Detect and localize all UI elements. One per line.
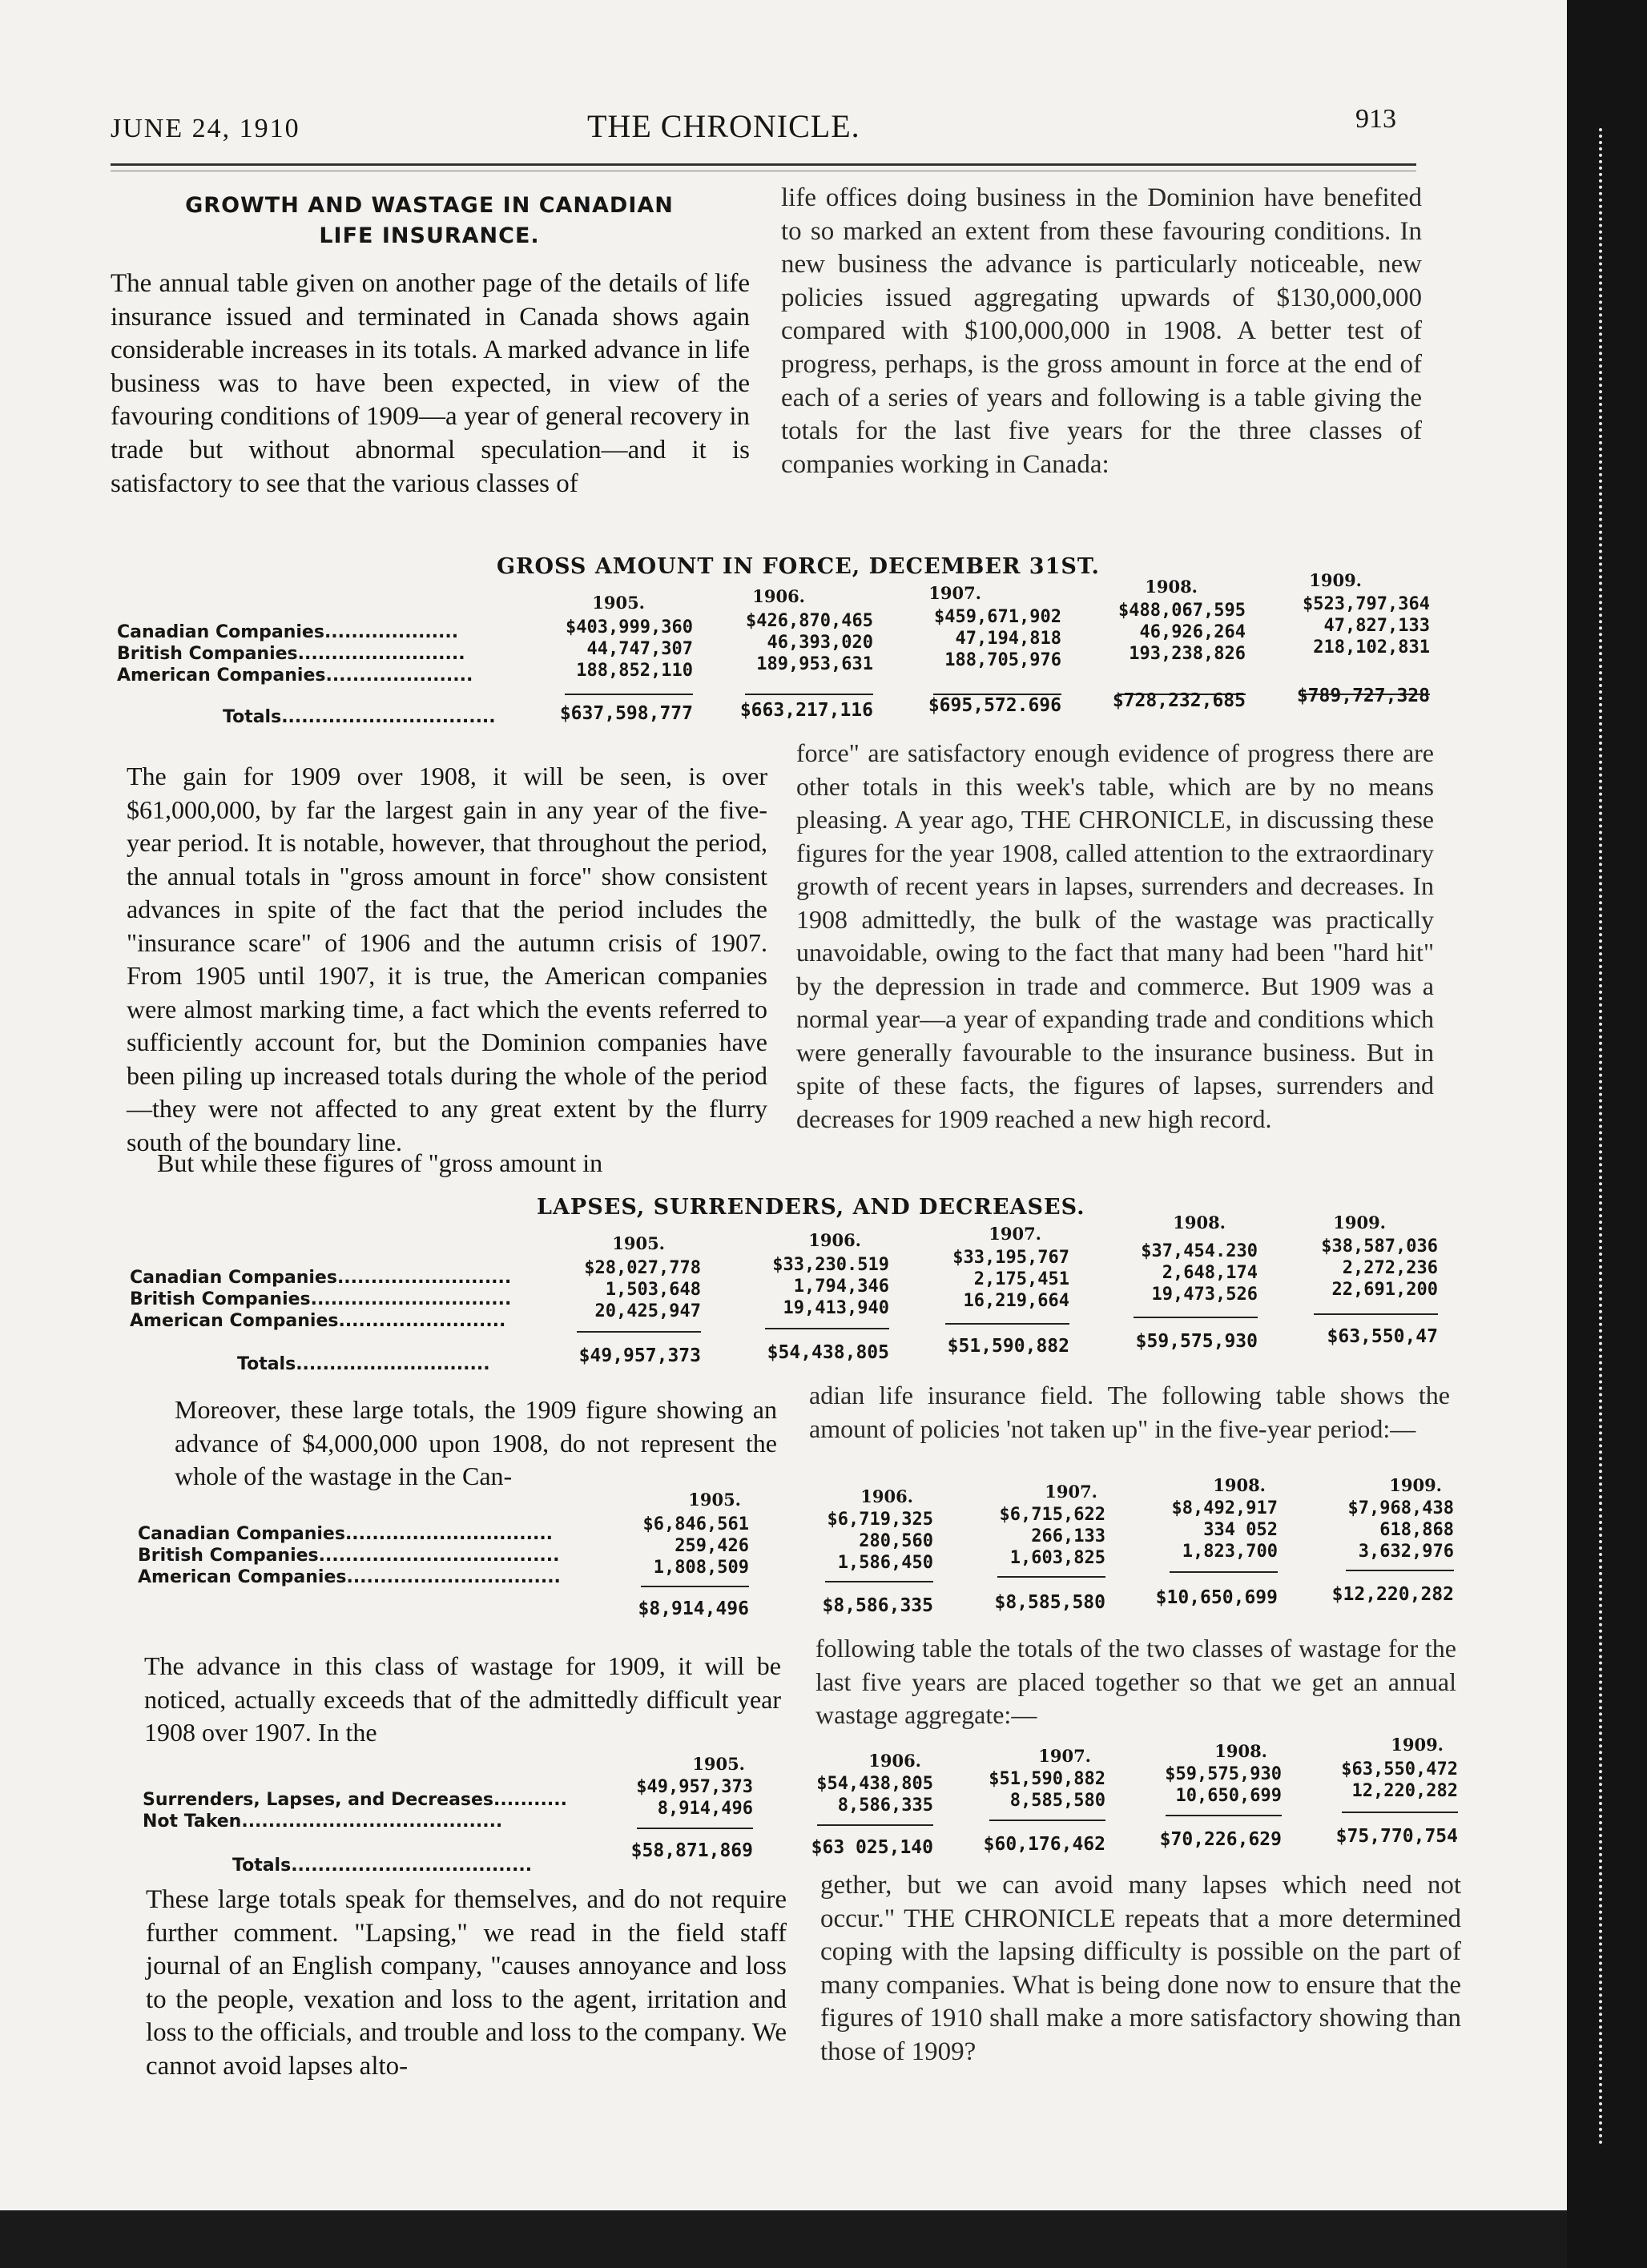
table2-cell: $33,230.519 [772,1255,889,1275]
paragraph-3: The gain for 1909 over 1908, it will be seen, is over $61,000,000, by far the largest gain in any year of the five-year period. It is notable, however, that throughout the period, the annual totals in "gross amount in force" show consistent advances in spite of the fact that the period includes the "insurance scare" of 1906 and the autumn crisis of 1907. From 1905 until 1907, it is true, the American companies were almost marking time, a fact which the events referred to sufficiently account for, but the Dominion companies have been piling up increased totals during the whole of the period—they were not affected to any great extent by the flurry south of the boundary line. [127,762,767,1156]
table2-total-label: Totals............................. [237,1354,490,1374]
paragraph-1: The annual table given on another page of the details of life insurance issued and terminated in Canada shows again considerable increases in its totals. A marked advance in life business was to have been expected, in view of the favouring conditions of 1909—a year of general recovery in trade but without abnormal speculation—and it is satisfactory to see that the various classes of [111,269,750,498]
table4-cell: $54,438,805 [816,1774,933,1794]
table3-cell: 259,426 [675,1536,749,1556]
sum-rule [817,1824,933,1826]
table1-cell: 189,953,631 [756,654,873,674]
table3-cell: 1,586,450 [837,1553,933,1573]
table2-cell: 16,219,664 [963,1291,1069,1311]
table3-total: $8,586,335 [822,1595,933,1616]
table4-total: $63 025,140 [811,1837,933,1858]
table3-cell: 1,808,509 [653,1558,749,1578]
sum-rule [637,1828,753,1829]
table2-total: $59,575,930 [1135,1331,1258,1352]
table3-cell: 1,823,700 [1182,1542,1278,1562]
table3-cell: 3,632,976 [1358,1542,1454,1562]
table1-cell: 47,827,133 [1323,616,1430,636]
table3-year: 1905. [688,1490,741,1510]
table1-year: 1906. [752,586,805,606]
table1-total: $663,217,116 [739,700,873,721]
table1-cell: 46,926,264 [1139,622,1246,642]
table1-caption: GROSS AMOUNT IN FORCE, DECEMBER 31ST. [497,554,1100,579]
page-number: 913 [1355,104,1396,134]
table2-row-label: British Companies.............................. [130,1289,512,1309]
table2-cell: $37,454.230 [1141,1241,1258,1261]
paragraph-8: The advance in this class of wastage for 1909, it will be noticed, actually exceeds that of the admittedly difficult year 1908 over 1907. In the [144,1651,781,1747]
table1-cell: $488,067,595 [1118,601,1246,621]
table1-cell: $459,671,902 [934,607,1061,627]
table4-total-label: Totals.................................... [232,1856,533,1876]
table3-row-label: American Companies................................ [138,1567,561,1587]
table1-cell: 188,852,110 [576,661,693,681]
sum-rule [1166,1815,1282,1816]
table3-year: 1908. [1213,1475,1266,1495]
table3-cell: $7,968,438 [1347,1498,1454,1518]
sum-rule [1346,1570,1454,1571]
sum-rule [565,694,693,695]
table4-cell: $63,550,472 [1341,1759,1458,1779]
table4-year: 1908. [1214,1741,1267,1761]
table1-cell: $403,999,360 [566,617,693,637]
table1-row-label: British Companies......................... [117,644,465,664]
article-headline [157,191,702,251]
table3-total: $12,220,282 [1331,1584,1454,1605]
table2-cell: 19,473,526 [1151,1285,1258,1305]
table3-row-label: Canadian Companies............................... [138,1524,554,1544]
sum-rule [945,1323,1069,1325]
table2-cell: 20,425,947 [594,1301,701,1321]
table1-cell: $523,797,364 [1303,594,1430,614]
table2-cell: $38,587,036 [1321,1237,1438,1257]
table1-year: 1907. [928,583,981,603]
table3-cell: $6,846,561 [642,1514,749,1534]
table3-total: $8,914,496 [638,1598,749,1619]
paragraph-9: following table the totals of the two classes of wastage for the last five years are placed together so that we get an annual wastage aggregate:— [815,1634,1456,1729]
sum-rule [1134,1317,1258,1318]
table1-cell: 218,102,831 [1313,637,1430,657]
table3-total: $10,650,699 [1155,1587,1278,1608]
table2-year: 1908. [1173,1212,1226,1233]
table4-cell: $51,590,882 [989,1769,1105,1789]
table2-row-label: American Companies......................... [130,1311,506,1331]
table3-cell: 266,133 [1031,1526,1105,1546]
paragraph-4: But while these figures of "gross amount in [157,1148,603,1177]
masthead-title: THE CHRONICLE. [587,108,860,144]
table3-cell: $8,492,917 [1171,1498,1278,1518]
table4-year: 1905. [692,1754,745,1774]
table2-total: $63,550,47 [1327,1326,1438,1347]
table4-cell: $59,575,930 [1165,1764,1282,1784]
table3-cell: 280,560 [859,1531,933,1551]
table3-cell: $6,719,325 [827,1510,933,1530]
paragraph-11: gether, but we can avoid many lapses which need not occur." THE CHRONICLE repeats that a more determined coping with the lapsing difficulty is possible on the part of many companies. What is being done now to ensure that the figures of 1910 shall make a more satisfactory showing than those of 1909? [820,1871,1461,2066]
table4-cell: 10,650,699 [1175,1786,1282,1806]
sum-rule [765,1328,889,1329]
table1-cell: 44,747,307 [586,639,693,659]
table2-total: $51,590,882 [947,1336,1069,1357]
table4-cell: 8,586,335 [837,1796,933,1816]
table4-year: 1909. [1391,1735,1444,1755]
table1-cell: $426,870,465 [746,611,873,631]
table1-year: 1908. [1145,577,1198,597]
table2-cell: 2,648,174 [1162,1263,1258,1283]
table1-cell: 188,705,976 [944,650,1061,670]
table3-total: $8,585,580 [994,1592,1105,1613]
table2-cell: $28,027,778 [584,1258,701,1278]
table1-cell: 46,393,020 [767,633,873,653]
table2-caption: LAPSES, SURRENDERS, AND DECREASES. [537,1195,1085,1220]
paragraph-10: These large totals speak for themselves, and do not require further comment. "Lapsing," we read in the field staff journal of an English company, "causes annoyance and loss to the people, vexation and loss to the agent, irritation and loss to the officials, and trouble and loss to the company. We cannot avoid lapses alto- [146,1885,787,2081]
sum-rule [745,694,873,695]
table2-cell: 19,413,940 [783,1298,889,1318]
sum-rule [1170,1571,1278,1573]
headline-line-1: GROWTH AND WASTAGE IN CANADIAN [185,193,674,218]
table4-total: $75,770,754 [1335,1826,1458,1847]
table2-cell: 2,175,451 [973,1269,1069,1289]
sum-rule [1342,1812,1458,1813]
table2-cell: 2,272,236 [1342,1258,1438,1278]
table4-row-label: Not Taken....................................... [143,1812,503,1832]
table3-year: 1907. [1045,1482,1097,1502]
scan-edge-dots [1599,128,1610,2146]
table2-cell: 1,503,648 [605,1280,701,1300]
table2-cell: 22,691,200 [1331,1280,1438,1300]
table3-cell: 618,868 [1379,1520,1454,1540]
table2-year: 1909. [1333,1212,1386,1233]
paragraph-7: adian life insurance field. The following table shows the amount of policies 'not taken up" in the five-year period:— [809,1381,1450,1443]
table4-total: $60,176,462 [983,1834,1105,1855]
table4-cell: 12,220,282 [1351,1781,1458,1801]
table1-cell: 47,194,818 [955,629,1061,649]
table4-cell: 8,914,496 [657,1799,753,1819]
table1-row-label: Canadian Companies.................... [117,622,459,642]
table4-total: $58,871,869 [630,1840,753,1861]
table4-year: 1907. [1038,1746,1091,1766]
table2-year: 1907. [989,1224,1041,1244]
table1-cell: 193,238,826 [1129,644,1246,664]
sum-rule [989,1820,1105,1821]
table1-year: 1909. [1309,570,1362,590]
paragraph-5: force" are satisfactory enough evidence of progress there are other totals in this week's table, which are by no means pleasing. A year ago, THE CHRONICLE, in discussing these figures for the year 1908, called attention to the extraordinary growth of recent years in lapses, surrenders and decreases. In 1908 admittedly, the bulk of the wastage was practically unavoidable, owing to the fact that many had been "hard hit" by the depression in trade and commerce. But 1909 was a normal year—a year of expanding trade and conditions which were generally favourable to the insurance business. But in spite of these facts, the figures of lapses, surrenders and decreases for 1909 reached a new high record. [796,738,1434,1133]
table4-year: 1906. [868,1751,921,1771]
sum-rule [641,1586,749,1587]
table2-total: $49,957,373 [578,1345,701,1366]
table3-row-label: British Companies.................................... [138,1546,560,1566]
table1-total: $728,232,685 [1112,690,1246,711]
sum-rule [825,1581,933,1582]
table1-row-label: American Companies...................... [117,666,473,686]
paragraph-6: Moreover, these large totals, the 1909 figure showing an advance of $4,000,000 upon 1908, do not represent the whole of the wastage in the Can- [175,1395,777,1490]
headline-line-2: LIFE INSURANCE. [319,223,540,248]
table1-total: $789,727,328 [1296,686,1430,706]
table2-year: 1906. [808,1230,861,1250]
header-rule [111,163,1416,171]
table1-total-label: Totals................................ [223,707,496,727]
sum-rule [577,1331,701,1333]
paragraph-2: life offices doing business in the Dominion have benefited to so marked an extent from these favouring conditions. In new business the advance is particularly noticeable, new policies issued aggregating upwards of $130,000,000 compared with $100,000,000 in 1908. A better test of progress, perhaps, is the gross amount in force at the end of each of a series of years and following is a table giving the totals for the last five years for the three classes of companies working in Canada: [781,183,1422,479]
table3-cell: $6,715,622 [999,1505,1105,1525]
table3-cell: 1,603,825 [1009,1548,1105,1568]
table4-cell: 8,585,580 [1009,1791,1105,1811]
sum-rule [997,1576,1105,1578]
table1-total: $695,572.696 [928,695,1061,716]
table2-year: 1905. [612,1233,665,1253]
table3-year: 1909. [1389,1475,1442,1495]
table3-year: 1906. [860,1486,913,1506]
scan-border-bottom [0,2210,1567,2268]
sum-rule [1314,1313,1438,1315]
table2-total: $54,438,805 [767,1342,889,1363]
table4-total: $70,226,629 [1159,1829,1282,1850]
table2-row-label: Canadian Companies.......................... [130,1268,512,1288]
table1-year: 1905. [592,593,645,613]
table1-total: $637,598,777 [559,703,693,724]
table4-row-label: Surrenders, Lapses, and Decreases........... [143,1790,567,1810]
table3-cell: 334 052 [1203,1520,1278,1540]
table2-cell: 1,794,346 [793,1277,889,1297]
table2-cell: $33,195,767 [952,1248,1069,1268]
table4-cell: $49,957,373 [636,1777,753,1797]
issue-date: JUNE 24, 1910 [111,114,300,143]
